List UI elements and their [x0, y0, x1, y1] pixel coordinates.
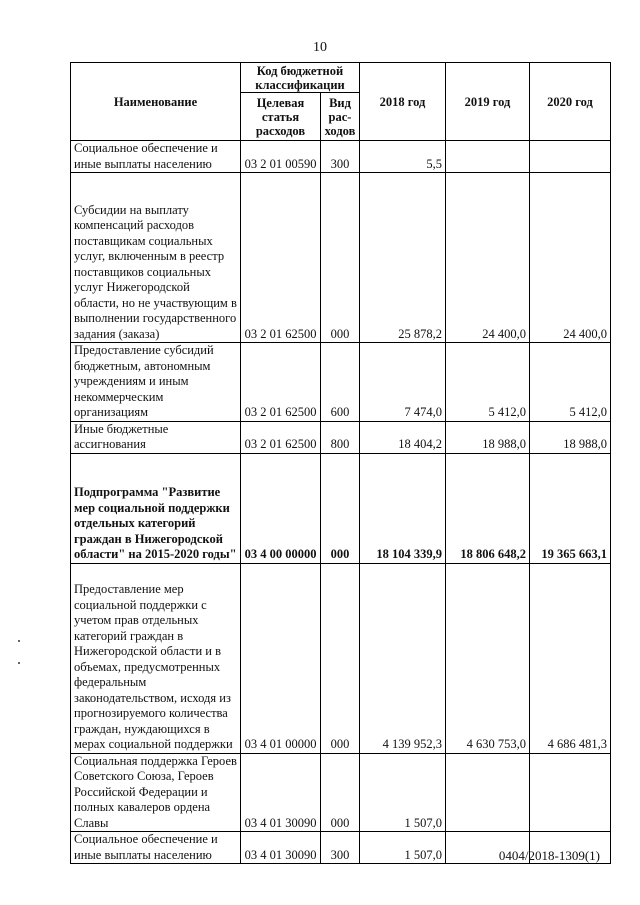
- page-number: 10: [313, 40, 327, 55]
- cell-expense-type: 300: [321, 141, 360, 173]
- cell-2018: 1 507,0: [360, 753, 446, 832]
- margin-dot: [18, 662, 20, 664]
- cell-target-article: 03 4 00 00000: [241, 453, 321, 563]
- cell-expense-type: 800: [321, 421, 360, 453]
- document-code: 0404/2018-1309(1): [498, 848, 600, 863]
- cell-target-article: 03 2 01 62500: [241, 421, 321, 453]
- cell-2019: 18 988,0: [446, 421, 530, 453]
- table-row: [71, 563, 611, 753]
- cell-expense-type: 600: [321, 343, 360, 422]
- cell-2019: 5 412,0: [446, 343, 530, 422]
- table-row: [71, 141, 611, 173]
- cell-2020: 19 365 663,1: [530, 453, 611, 563]
- cell-2018: 25 878,2: [360, 173, 446, 343]
- header-year-2019: 2019 год: [446, 63, 530, 141]
- cell-name: Предоставление субсидий бюджетным, автономным учреждениям и иным некоммерческим организациям: [71, 343, 241, 422]
- cell-expense-type: 000: [321, 753, 360, 832]
- cell-expense-type: 000: [321, 453, 360, 563]
- cell-name: Иные бюджетные ассигнования: [71, 421, 241, 453]
- table-row: [71, 343, 611, 422]
- cell-2019: 24 400,0: [446, 173, 530, 343]
- header-expense-type: Вид рас-ходов: [321, 93, 360, 141]
- cell-name: Социальное обеспечение и иные выплаты населению: [71, 832, 241, 864]
- cell-target-article: 03 4 01 30090: [241, 753, 321, 832]
- cell-name: Предоставление мер социальной поддержки с учетом прав отдельных категорий граждан в Нижегородской области и в объемах, предусмотренных федеральным законодательством, исходя из прогнозируемого количества граждан, нуждающихся в мерах социальной поддержки: [71, 563, 241, 753]
- cell-target-article: 03 2 01 62500: [241, 343, 321, 422]
- cell-2018: 18 404,2: [360, 421, 446, 453]
- cell-2019: 18 806 648,2: [446, 453, 530, 563]
- header-name: Наименование: [71, 63, 241, 141]
- cell-2019: [446, 141, 530, 173]
- cell-name: Социальная поддержка Героев Советского Союза, Героев Российской Федерации и полных кавалеров ордена Славы: [71, 753, 241, 832]
- cell-2018: 5,5: [360, 141, 446, 173]
- cell-expense-type: 000: [321, 563, 360, 753]
- cell-2020: 24 400,0: [530, 173, 611, 343]
- header-target-article: Целевая статья расходов: [241, 93, 321, 141]
- cell-2018: 4 139 952,3: [360, 563, 446, 753]
- cell-expense-type: 000: [321, 173, 360, 343]
- cell-target-article: 03 4 01 30090: [241, 832, 321, 864]
- cell-target-article: 03 4 01 00000: [241, 563, 321, 753]
- cell-2018: 18 104 339,9: [360, 453, 446, 563]
- cell-2020: [530, 753, 611, 832]
- cell-name: Субсидии на выплату компенсаций расходов поставщикам социальных услуг, включенным в реестр поставщиков социальных услуг Нижегородской области, но не участвующим в выполнении государственного задания (заказа): [71, 173, 241, 343]
- cell-target-article: 03 2 01 00590: [241, 141, 321, 173]
- cell-name: Подпрограмма "Развитие мер социальной поддержки отдельных категорий граждан в Нижегородской области" на 2015-2020 годы": [71, 453, 241, 563]
- budget-table: [70, 62, 611, 864]
- margin-dot: [18, 640, 20, 642]
- cell-2019: [446, 753, 530, 832]
- cell-2018: 1 507,0: [360, 832, 446, 864]
- cell-target-article: 03 2 01 62500: [241, 173, 321, 343]
- table-row: [71, 173, 611, 343]
- cell-2020: 4 686 481,3: [530, 563, 611, 753]
- table-row: [71, 453, 611, 563]
- cell-2018: 7 474,0: [360, 343, 446, 422]
- header-code-group: Код бюджетной классификации: [241, 63, 360, 93]
- cell-expense-type: 300: [321, 832, 360, 864]
- header-year-2018: 2018 год: [360, 63, 446, 141]
- cell-2020: 5 412,0: [530, 343, 611, 422]
- table-body: [71, 141, 611, 864]
- cell-2020: [530, 141, 611, 173]
- table-row: [71, 421, 611, 453]
- cell-2019: 4 630 753,0: [446, 563, 530, 753]
- cell-2020: 18 988,0: [530, 421, 611, 453]
- header-year-2020: 2020 год: [530, 63, 611, 141]
- table-row: [71, 753, 611, 832]
- cell-name: Социальное обеспечение и иные выплаты населению: [71, 141, 241, 173]
